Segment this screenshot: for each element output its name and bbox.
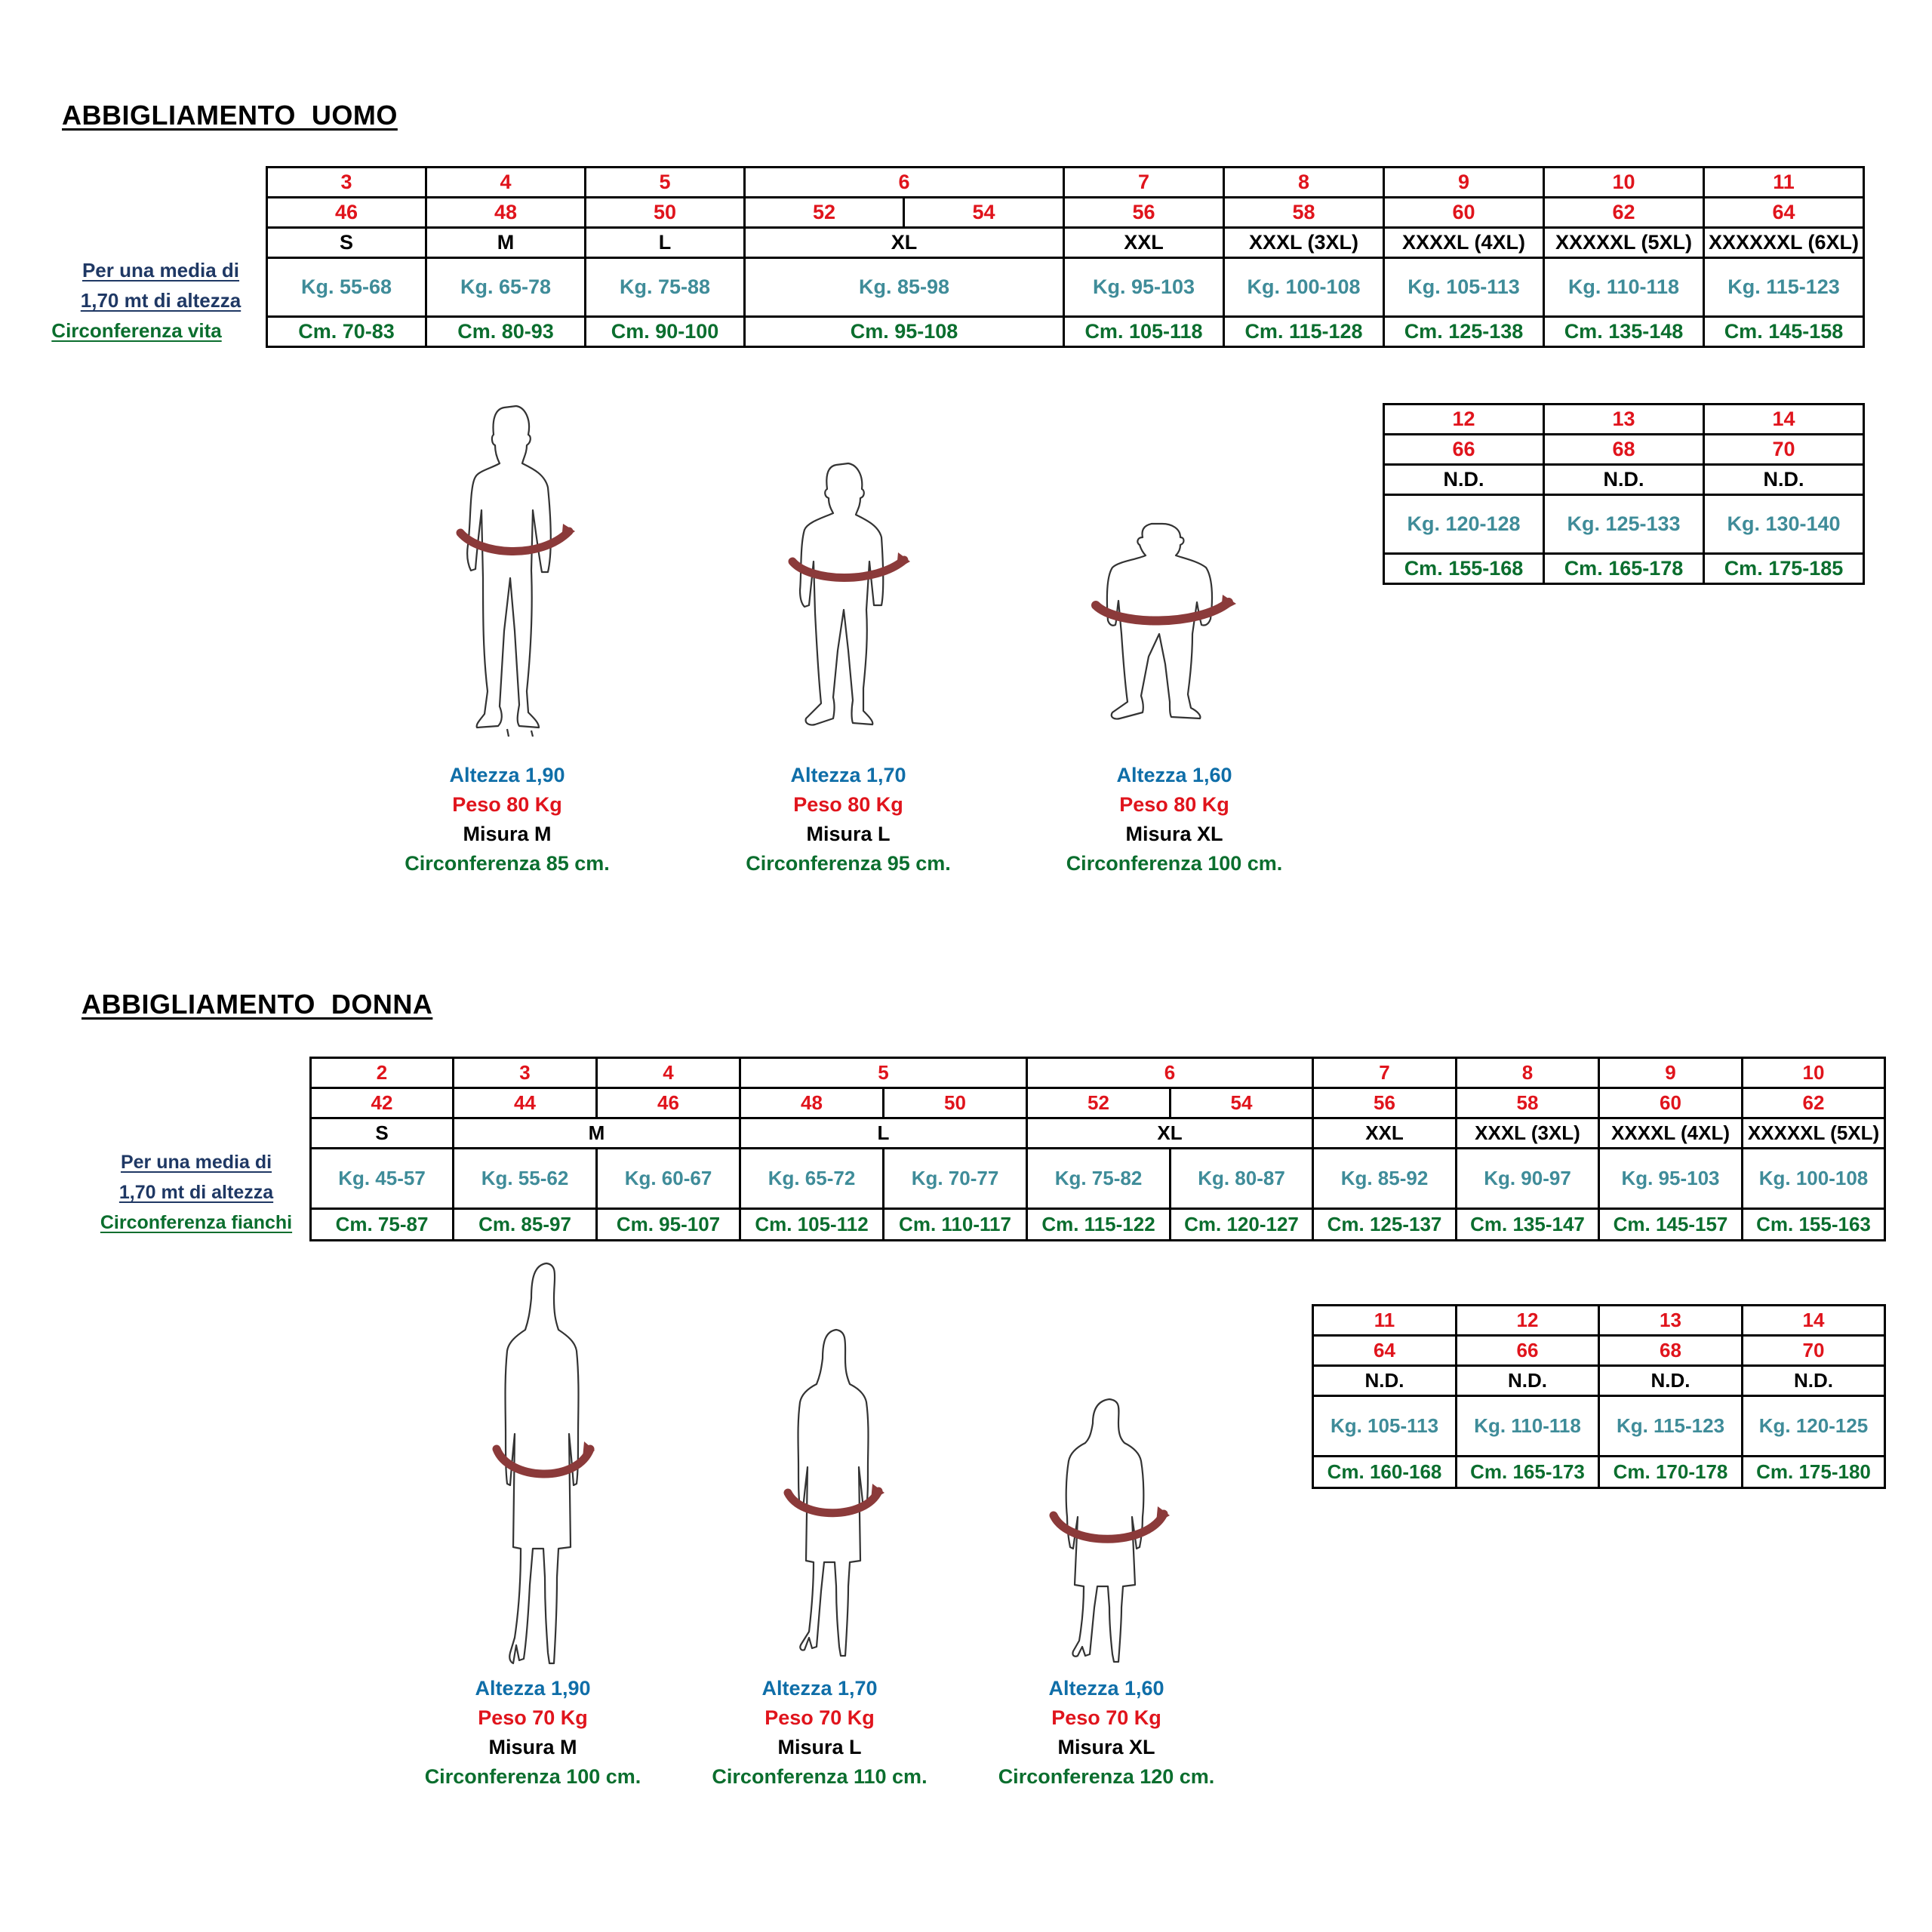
cell-weight: Kg. 120-128 [1384, 495, 1544, 554]
caption-size: Misura L [806, 823, 891, 845]
cell-eu: 56 [1313, 1088, 1457, 1118]
side-line-circonferenza: Circonferenza fianchi [100, 1212, 293, 1233]
cell-weight: Kg. 100-108 [1224, 258, 1384, 317]
side-line-media: Per una media di [82, 259, 240, 281]
cell-circ: Cm. 170-178 [1599, 1457, 1743, 1488]
cell-letter: XXXXXL (5XL) [1544, 228, 1704, 258]
cell-letter: L [740, 1118, 1027, 1149]
cell-weight: Kg. 55-68 [267, 258, 426, 317]
cell-letter: XXXXXXL (6XL) [1704, 228, 1864, 258]
section-title-uomo: ABBIGLIAMENTO UOMO [62, 100, 398, 131]
woman-short-caption [998, 1674, 1215, 1792]
cell-letter: M [426, 228, 586, 258]
cell-weight: Kg. 115-123 [1599, 1396, 1743, 1457]
cell-circ: Cm. 120-127 [1171, 1209, 1313, 1241]
cell-size: 7 [1064, 168, 1224, 198]
cell-circ: Cm. 75-87 [311, 1209, 454, 1241]
caption-size: Misura M [463, 823, 552, 845]
cell-circ: Cm. 95-107 [597, 1209, 740, 1241]
cell-size: 5 [740, 1058, 1027, 1088]
cell-circ: Cm. 110-117 [884, 1209, 1027, 1241]
section-title-donna: ABBIGLIAMENTO DONNA [82, 989, 433, 1020]
cell-eu: 68 [1544, 435, 1704, 465]
cell-eu: 58 [1224, 198, 1384, 228]
cell-circ: Cm. 160-168 [1313, 1457, 1457, 1488]
row-circumference [1384, 554, 1864, 584]
man-short-caption [1066, 761, 1283, 878]
man-medium-caption [746, 761, 951, 878]
cell-size: 10 [1544, 168, 1704, 198]
cell-weight: Kg. 85-92 [1313, 1149, 1457, 1209]
cell-circ: Cm. 175-185 [1704, 554, 1864, 584]
cell-weight: Kg. 60-67 [597, 1149, 740, 1209]
cell-weight: Kg. 125-133 [1544, 495, 1704, 554]
cell-eu: 62 [1544, 198, 1704, 228]
cell-eu: 70 [1704, 435, 1864, 465]
row-weight [267, 258, 1864, 317]
cell-size: 12 [1384, 405, 1544, 435]
caption-height: Altezza 1,70 [761, 1677, 878, 1700]
cell-eu: 56 [1064, 198, 1224, 228]
cell-eu: 66 [1384, 435, 1544, 465]
cell-size: 11 [1704, 168, 1864, 198]
cell-weight: Kg. 110-118 [1544, 258, 1704, 317]
cell-weight: Kg. 80-87 [1171, 1149, 1313, 1209]
row-eu-size [267, 198, 1864, 228]
cell-size: 9 [1599, 1058, 1743, 1088]
cell-size: 4 [597, 1058, 740, 1088]
caption-circumference: Circonferenza 110 cm. [712, 1765, 928, 1788]
cell-letter: N.D. [1599, 1366, 1743, 1396]
man-tall-figure [450, 405, 578, 737]
cell-eu: 62 [1743, 1088, 1885, 1118]
cell-eu: 52 [1027, 1088, 1171, 1118]
cell-size: 14 [1743, 1306, 1885, 1336]
cell-letter: N.D. [1544, 465, 1704, 495]
cell-weight: Kg. 130-140 [1704, 495, 1864, 554]
side-line-altezza: 1,70 mt di altezza [118, 1182, 274, 1203]
cell-circ: Cm. 95-108 [745, 317, 1064, 347]
caption-weight: Peso 80 Kg [452, 793, 562, 816]
uomo-size-table [266, 166, 1865, 348]
cell-weight: Kg. 75-88 [586, 258, 745, 317]
cell-eu: 64 [1313, 1336, 1457, 1366]
caption-size: Misura XL [1125, 823, 1223, 845]
woman-tall-caption [425, 1674, 641, 1792]
cell-size: 3 [267, 168, 426, 198]
cell-eu: 50 [884, 1088, 1027, 1118]
caption-height: Altezza 1,70 [790, 764, 906, 786]
cell-size: 2 [311, 1058, 454, 1088]
cell-size: 10 [1743, 1058, 1885, 1088]
caption-circumference: Circonferenza 85 cm. [405, 852, 610, 875]
caption-height: Altezza 1,60 [1116, 764, 1232, 786]
donna-side-label [98, 1147, 294, 1238]
woman-tall-figure [489, 1260, 602, 1668]
cell-circ: Cm. 165-173 [1457, 1457, 1599, 1488]
caption-size: Misura XL [1057, 1736, 1155, 1758]
cell-letter: N.D. [1704, 465, 1864, 495]
cell-eu: 50 [586, 198, 745, 228]
cell-letter: N.D. [1384, 465, 1544, 495]
cell-weight: Kg. 75-82 [1027, 1149, 1171, 1209]
cell-eu: 48 [740, 1088, 884, 1118]
cell-weight: Kg. 90-97 [1457, 1149, 1599, 1209]
cell-circ: Cm. 145-157 [1599, 1209, 1743, 1241]
man-short-figure [1087, 521, 1238, 724]
cell-letter: S [267, 228, 426, 258]
row-weight [311, 1149, 1885, 1209]
cell-letter: M [454, 1118, 740, 1149]
cell-circ: Cm. 125-137 [1313, 1209, 1457, 1241]
cell-eu: 60 [1599, 1088, 1743, 1118]
cell-circ: Cm. 85-97 [454, 1209, 597, 1241]
row-size-number [267, 168, 1864, 198]
woman-medium-figure [779, 1327, 892, 1666]
cell-circ: Cm. 145-158 [1704, 317, 1864, 347]
cell-letter: XXXL (3XL) [1457, 1118, 1599, 1149]
cell-size: 4 [426, 168, 586, 198]
cell-weight: Kg. 95-103 [1064, 258, 1224, 317]
cell-size: 6 [1027, 1058, 1313, 1088]
uomo-side-label [51, 255, 255, 346]
cell-letter: XL [745, 228, 1064, 258]
woman-medium-caption [712, 1674, 927, 1792]
cell-weight: Kg. 95-103 [1599, 1149, 1743, 1209]
row-eu-size [311, 1088, 1885, 1118]
cell-eu: 48 [426, 198, 586, 228]
cell-eu: 54 [904, 198, 1064, 228]
cell-letter: XXXXXL (5XL) [1743, 1118, 1885, 1149]
cell-eu: 46 [267, 198, 426, 228]
donna-size-table [309, 1057, 1886, 1241]
uomo-extra-size-table [1383, 403, 1865, 585]
cell-circ: Cm. 125-138 [1384, 317, 1544, 347]
row-weight [1313, 1396, 1885, 1457]
row-size-number [1384, 405, 1864, 435]
side-line-altezza: 1,70 mt di altezza [80, 289, 242, 312]
row-weight [1384, 495, 1864, 554]
side-line-circonferenza: Circonferenza vita [51, 319, 222, 342]
cell-size: 8 [1457, 1058, 1599, 1088]
row-letter-size [267, 228, 1864, 258]
cell-letter: XXL [1313, 1118, 1457, 1149]
caption-weight: Peso 80 Kg [1119, 793, 1229, 816]
cell-circ: Cm. 155-163 [1743, 1209, 1885, 1241]
row-size-number [1313, 1306, 1885, 1336]
cell-weight: Kg. 105-113 [1384, 258, 1544, 317]
cell-eu: 46 [597, 1088, 740, 1118]
cell-size: 5 [586, 168, 745, 198]
cell-circ: Cm. 80-93 [426, 317, 586, 347]
cell-circ: Cm. 135-148 [1544, 317, 1704, 347]
caption-size: Misura L [777, 1736, 862, 1758]
cell-weight: Kg. 115-123 [1704, 258, 1864, 317]
cell-size: 7 [1313, 1058, 1457, 1088]
row-size-number [311, 1058, 1885, 1088]
cell-size: 9 [1384, 168, 1544, 198]
cell-letter: XXXL (3XL) [1224, 228, 1384, 258]
row-letter-size [1384, 465, 1864, 495]
cell-size: 11 [1313, 1306, 1457, 1336]
cell-letter: XXXXL (4XL) [1384, 228, 1544, 258]
cell-weight: Kg. 70-77 [884, 1149, 1027, 1209]
cell-size: 3 [454, 1058, 597, 1088]
row-circumference [311, 1209, 1885, 1241]
caption-circumference: Circonferenza 120 cm. [998, 1765, 1215, 1788]
cell-circ: Cm. 105-112 [740, 1209, 884, 1241]
cell-size: 6 [745, 168, 1064, 198]
caption-height: Altezza 1,90 [449, 764, 565, 786]
cell-weight: Kg. 110-118 [1457, 1396, 1599, 1457]
cell-circ: Cm. 105-118 [1064, 317, 1224, 347]
cell-circ: Cm. 165-178 [1544, 554, 1704, 584]
cell-circ: Cm. 175-180 [1743, 1457, 1885, 1488]
cell-circ: Cm. 115-128 [1224, 317, 1384, 347]
caption-size: Misura M [488, 1736, 577, 1758]
side-line-media: Per una media di [120, 1152, 272, 1173]
woman-short-figure [1041, 1396, 1177, 1668]
caption-weight: Peso 70 Kg [478, 1706, 588, 1729]
row-eu-size [1313, 1336, 1885, 1366]
cell-letter: XXXXL (4XL) [1599, 1118, 1743, 1149]
cell-weight: Kg. 100-108 [1743, 1149, 1885, 1209]
cell-weight: Kg. 55-62 [454, 1149, 597, 1209]
cell-letter: N.D. [1313, 1366, 1457, 1396]
cell-size: 14 [1704, 405, 1864, 435]
cell-eu: 52 [745, 198, 904, 228]
cell-size: 8 [1224, 168, 1384, 198]
man-tall-caption [405, 761, 610, 878]
cell-eu: 68 [1599, 1336, 1743, 1366]
row-circumference [1313, 1457, 1885, 1488]
cell-letter: XL [1027, 1118, 1313, 1149]
cell-eu: 64 [1704, 198, 1864, 228]
cell-eu: 42 [311, 1088, 454, 1118]
cell-weight: Kg. 65-78 [426, 258, 586, 317]
cell-circ: Cm. 70-83 [267, 317, 426, 347]
caption-weight: Peso 70 Kg [1051, 1706, 1161, 1729]
caption-weight: Peso 80 Kg [793, 793, 903, 816]
caption-circumference: Circonferenza 100 cm. [424, 1765, 641, 1788]
caption-circumference: Circonferenza 100 cm. [1066, 852, 1283, 875]
man-medium-figure [785, 462, 913, 734]
caption-height: Altezza 1,60 [1048, 1677, 1164, 1700]
cell-circ: Cm. 90-100 [586, 317, 745, 347]
cell-circ: Cm. 115-122 [1027, 1209, 1171, 1241]
cell-circ: Cm. 155-168 [1384, 554, 1544, 584]
caption-weight: Peso 70 Kg [764, 1706, 875, 1729]
cell-letter: N.D. [1743, 1366, 1885, 1396]
cell-weight: Kg. 85-98 [745, 258, 1064, 317]
cell-weight: Kg. 120-125 [1743, 1396, 1885, 1457]
cell-size: 13 [1599, 1306, 1743, 1336]
cell-letter: N.D. [1457, 1366, 1599, 1396]
cell-eu: 44 [454, 1088, 597, 1118]
cell-size: 12 [1457, 1306, 1599, 1336]
row-letter-size [311, 1118, 1885, 1149]
row-letter-size [1313, 1366, 1885, 1396]
cell-letter: L [586, 228, 745, 258]
cell-eu: 54 [1171, 1088, 1313, 1118]
cell-eu: 70 [1743, 1336, 1885, 1366]
donna-extra-size-table [1312, 1304, 1886, 1489]
cell-eu: 58 [1457, 1088, 1599, 1118]
cell-weight: Kg. 45-57 [311, 1149, 454, 1209]
cell-eu: 60 [1384, 198, 1544, 228]
cell-letter: XXL [1064, 228, 1224, 258]
cell-weight: Kg. 65-72 [740, 1149, 884, 1209]
cell-circ: Cm. 135-147 [1457, 1209, 1599, 1241]
cell-size: 13 [1544, 405, 1704, 435]
cell-eu: 66 [1457, 1336, 1599, 1366]
row-eu-size [1384, 435, 1864, 465]
caption-height: Altezza 1,90 [475, 1677, 591, 1700]
cell-weight: Kg. 105-113 [1313, 1396, 1457, 1457]
caption-circumference: Circonferenza 95 cm. [746, 852, 951, 875]
cell-letter: S [311, 1118, 454, 1149]
row-circumference [267, 317, 1864, 347]
